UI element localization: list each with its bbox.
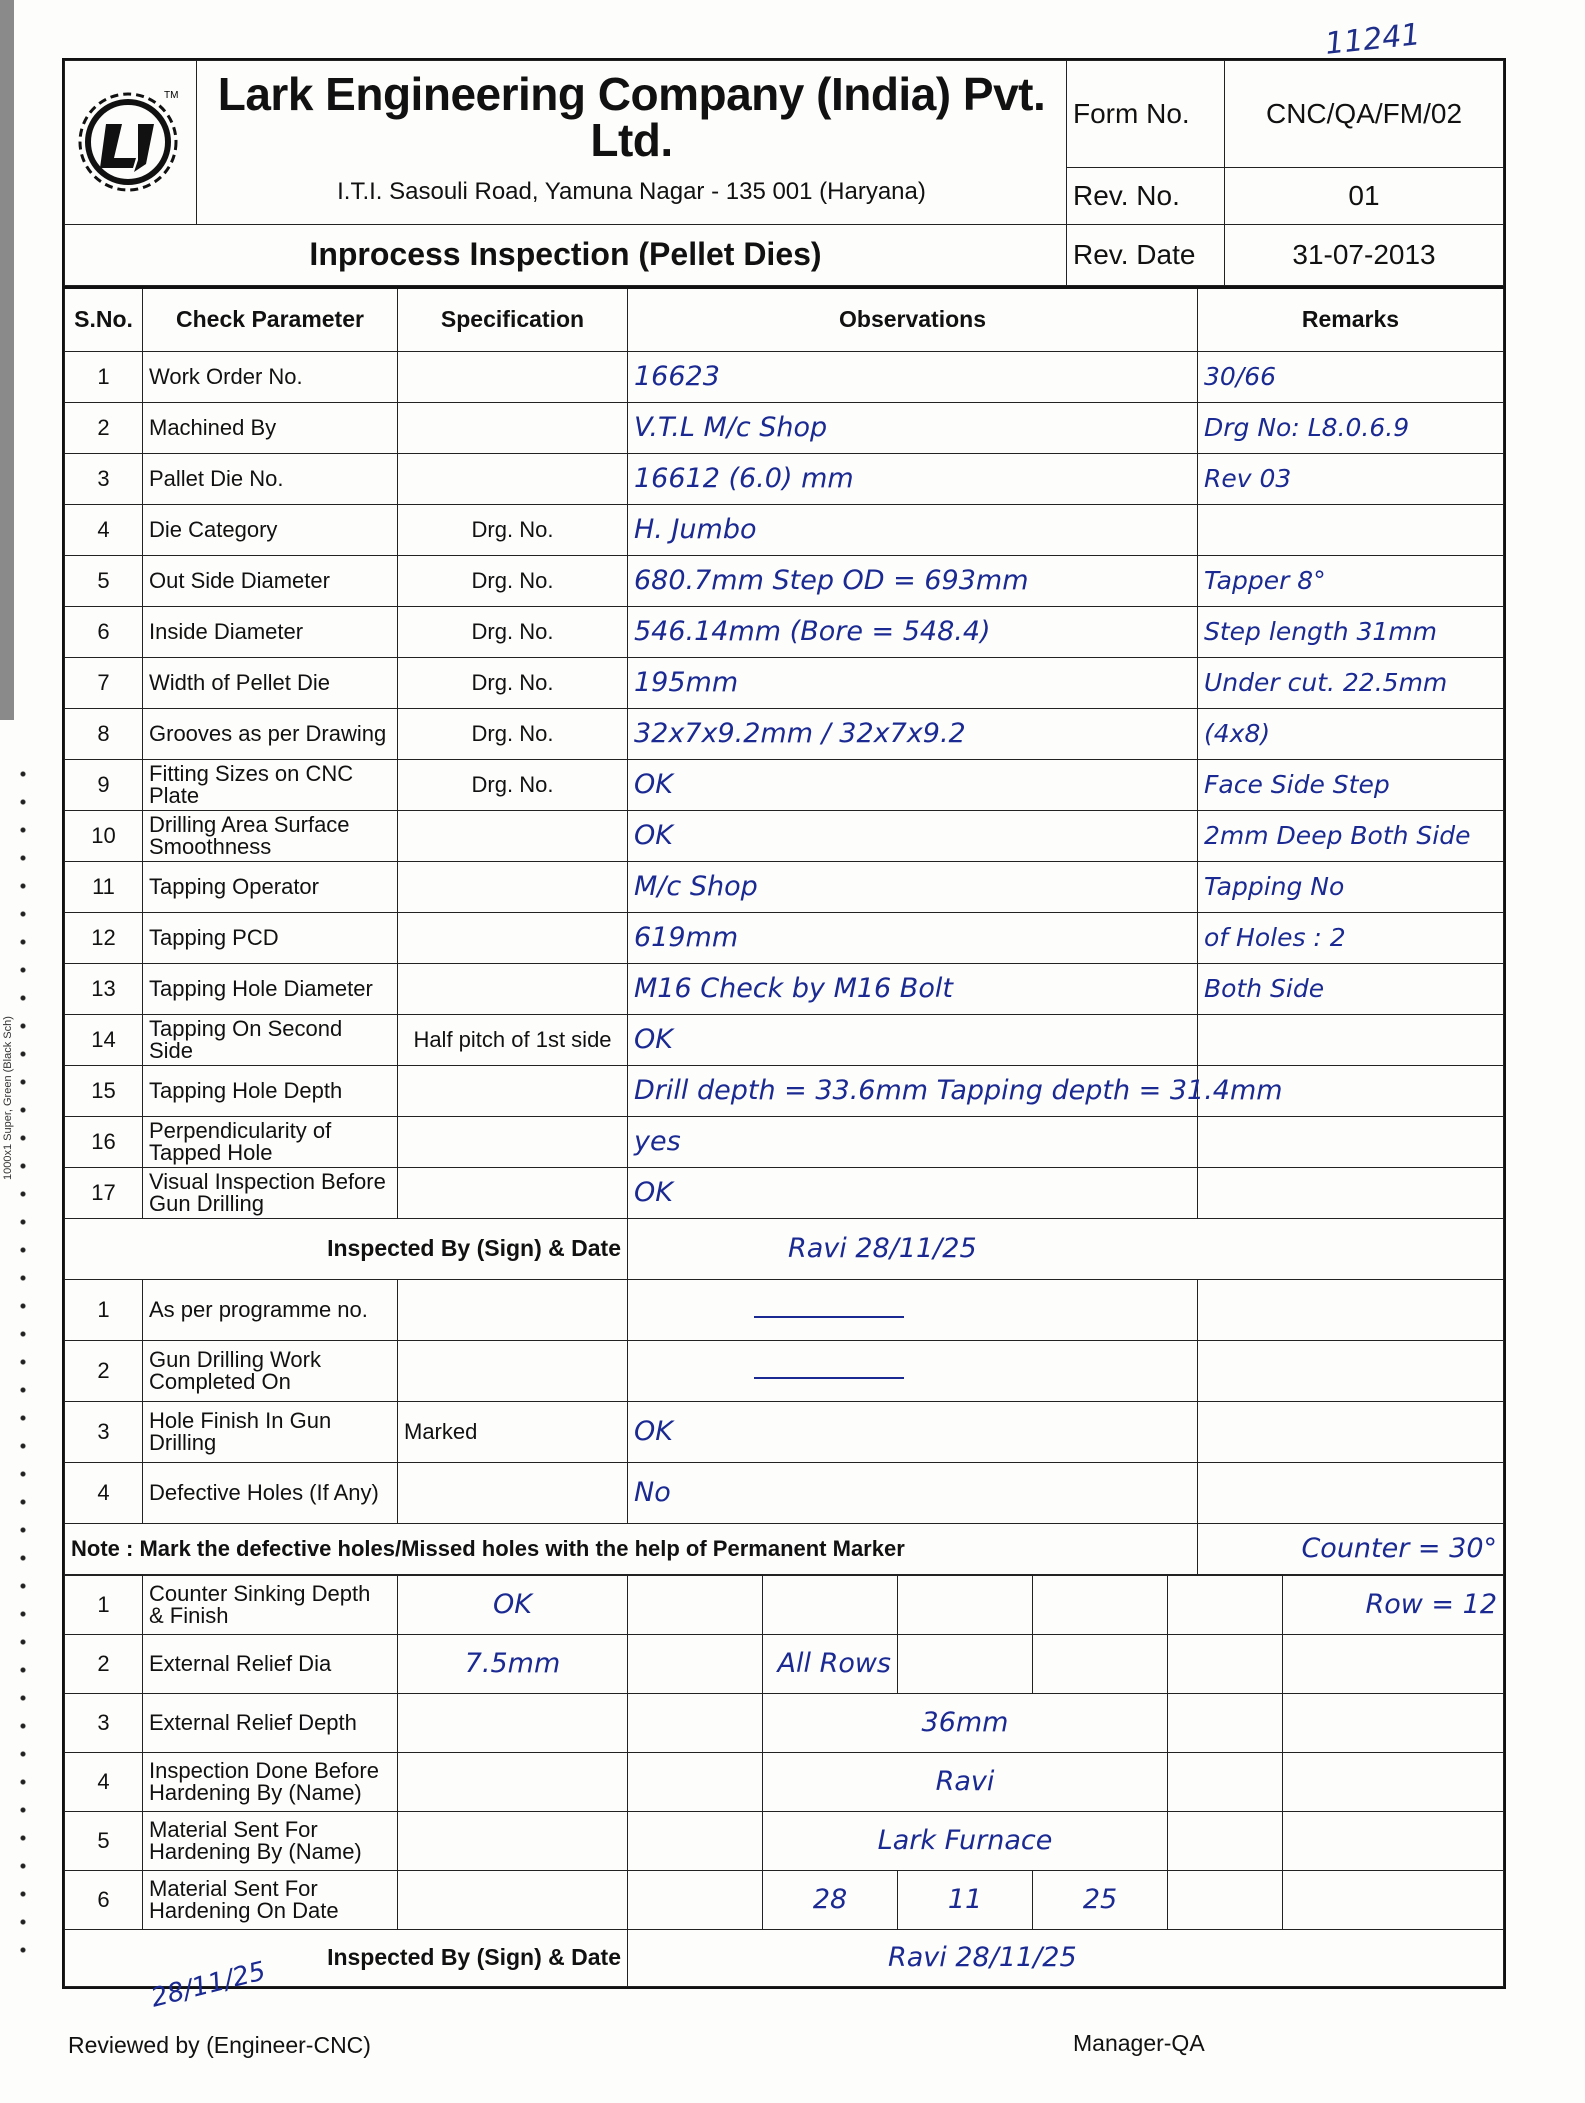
binder-holes: [18, 760, 28, 1960]
form-title: Inprocess Inspection (Pellet Dies): [65, 224, 1067, 285]
hardening-date-day: 28: [763, 1870, 898, 1929]
table-row: [65, 810, 1504, 861]
table-row: [65, 1811, 1504, 1870]
row-remarks: [1198, 1279, 1504, 1340]
table-row: [65, 504, 1504, 555]
grid-cell: [1033, 1634, 1168, 1693]
row-specification: [398, 1116, 628, 1167]
row-check-parameter: Width of Pellet Die: [143, 657, 398, 708]
row-specification: Drg. No.: [398, 759, 628, 810]
row-observation: 16623: [628, 351, 1198, 402]
row-sno: 4: [65, 1752, 143, 1811]
table-row: [65, 1279, 1504, 1340]
lark-logo-icon: [76, 84, 186, 194]
row-sno: 6: [65, 1870, 143, 1929]
row-observation: M/c Shop: [628, 861, 1198, 912]
row-specification: Drg. No.: [398, 657, 628, 708]
row-check-parameter: Inspection Done Before Hardening By (Name): [143, 1752, 398, 1811]
row-observation-text: No: [634, 1477, 671, 1508]
company-address-cell: [197, 167, 1067, 224]
grid-cell: [1283, 1811, 1504, 1870]
row-remarks: Step length 31mm: [1198, 606, 1504, 657]
row-specification: [398, 1462, 628, 1523]
rows-section-a: [65, 351, 1504, 1218]
row-sno: 15: [65, 1065, 143, 1116]
manager-qa-label: Manager-QA: [1073, 2030, 1205, 2056]
row-specification: Drg. No.: [398, 504, 628, 555]
row-sno: 1: [65, 1575, 143, 1634]
company-name-cell: [197, 61, 1067, 168]
table-row: [65, 1575, 1504, 1634]
rev-no-value: 01: [1225, 167, 1504, 224]
row-remarks: [1198, 1014, 1504, 1065]
note-label: Note :: [71, 1535, 134, 1561]
row-check-parameter: Pallet Die No.: [143, 453, 398, 504]
grid-cell: [898, 1634, 1033, 1693]
row-sno: 8: [65, 708, 143, 759]
handwritten-serial: 11241: [1323, 17, 1423, 62]
row-check-parameter: Drilling Area Surface Smoothness: [143, 810, 398, 861]
row-observation: [628, 1401, 1198, 1462]
table-row: [65, 1167, 1504, 1218]
col-header-param: Check Parameter: [143, 287, 398, 351]
row-sno: 6: [65, 606, 143, 657]
grid-cell: [628, 1693, 763, 1752]
row-check-parameter: External Relief Dia: [143, 1634, 398, 1693]
row-observation-text: OK: [634, 1416, 673, 1447]
row-specification: [398, 1870, 628, 1929]
row-remarks: Tapping No: [1198, 861, 1504, 912]
row-remarks: Drg No: L8.0.6.9: [1198, 402, 1504, 453]
row-observation: 32x7x9.2mm / 32x7x9.2: [628, 708, 1198, 759]
row-check-parameter: Tapping PCD: [143, 912, 398, 963]
row-observation: OK: [628, 759, 1198, 810]
rev-no-label: Rev. No.: [1067, 167, 1225, 224]
reviewed-by-label: Reviewed by (Engineer-CNC): [68, 2032, 371, 2058]
row-observation: Ravi: [763, 1752, 1168, 1811]
table-row: [65, 1462, 1504, 1523]
grid-cell: [1283, 1693, 1504, 1752]
row-remarks: [1198, 1340, 1504, 1401]
row-specification: Drg. No.: [398, 555, 628, 606]
row-sno: 2: [65, 1340, 143, 1401]
table-row: [65, 1116, 1504, 1167]
hardening-table: [64, 1575, 1504, 1987]
grid-cell: [898, 1575, 1033, 1634]
row-check-parameter: Grooves as per Drawing: [143, 708, 398, 759]
grid-cell: [628, 1870, 763, 1929]
rows-section-c: [65, 1575, 1504, 1929]
form-no-value: CNC/QA/FM/02: [1225, 61, 1504, 168]
row-sno: 2: [65, 402, 143, 453]
grid-cell: [1283, 1752, 1504, 1811]
row-sno: 5: [65, 1811, 143, 1870]
row-check-parameter: Out Side Diameter: [143, 555, 398, 606]
row-sno: 11: [65, 861, 143, 912]
row-check-parameter: Die Category: [143, 504, 398, 555]
table-row: [65, 1340, 1504, 1401]
grid-cell: [628, 1575, 763, 1634]
handwritten-dash: [754, 1376, 904, 1379]
row-check-parameter: Defective Holes (If Any): [143, 1462, 398, 1523]
form-header: [64, 60, 1504, 286]
row-observation: [628, 1462, 1198, 1523]
inspected-by-label-1: Inspected By (Sign) & Date: [65, 1218, 628, 1279]
row-remarks: Face Side Step: [1198, 759, 1504, 810]
inspected-by-sign-1: Ravi 28/11/25: [628, 1218, 1504, 1279]
row-specification: Drg. No.: [398, 708, 628, 759]
row-check-parameter: Gun Drilling Work Completed On: [143, 1340, 398, 1401]
table-row: [65, 351, 1504, 402]
row-remarks: 30/66: [1198, 351, 1504, 402]
col-header-remarks: Remarks: [1198, 287, 1504, 351]
row-remarks: [1198, 504, 1504, 555]
row-remarks: (4x8): [1198, 708, 1504, 759]
row-specification: Marked: [398, 1401, 628, 1462]
row-sno: 10: [65, 810, 143, 861]
hardening-date-month: 11: [898, 1870, 1033, 1929]
table-row: [65, 861, 1504, 912]
row-observation: [628, 1340, 1198, 1401]
row-specification: [398, 402, 628, 453]
row-observation: Lark Furnace: [763, 1811, 1168, 1870]
row-sno: 5: [65, 555, 143, 606]
grid-cell: [1168, 1752, 1283, 1811]
row-sno: 17: [65, 1167, 143, 1218]
row-specification: [398, 453, 628, 504]
grid-cell: [1033, 1575, 1168, 1634]
table-row: [65, 1870, 1504, 1929]
table-row: [65, 708, 1504, 759]
row-observation: V.T.L M/c Shop: [628, 402, 1198, 453]
row-check-parameter: Material Sent For Hardening On Date: [143, 1870, 398, 1929]
scan-edge: [0, 0, 14, 720]
table-row: [65, 1401, 1504, 1462]
row-remarks: Rev 03: [1198, 453, 1504, 504]
row-sno: 16: [65, 1116, 143, 1167]
row-sno: 3: [65, 1401, 143, 1462]
row-check-parameter: Machined By: [143, 402, 398, 453]
row-sno: 3: [65, 1693, 143, 1752]
side-margin-text: 1000x1 Super, Green (Black Sch): [2, 1016, 14, 1180]
company-address: I.T.I. Sasouli Road, Yamuna Nagar - 135 001 (Haryana): [337, 178, 926, 206]
row-check-parameter: Counter Sinking Depth & Finish: [143, 1575, 398, 1634]
row-specification: [398, 1752, 628, 1811]
company-name: Lark Engineering Company (India) Pvt. Ltd.: [217, 68, 1046, 166]
row-check-parameter: Tapping Operator: [143, 861, 398, 912]
row-observation: 36mm: [763, 1693, 1168, 1752]
row-specification: [398, 912, 628, 963]
inspected-by-sign-2: Ravi 28/11/25: [628, 1929, 1504, 1986]
row-specification: [398, 1693, 628, 1752]
grid-cell: [1283, 1634, 1504, 1693]
grid-cell: [628, 1811, 763, 1870]
row-specification: [398, 1811, 628, 1870]
inspection-form: [62, 58, 1506, 1989]
row-observation: H. Jumbo: [628, 504, 1198, 555]
row-check-parameter: External Relief Depth: [143, 1693, 398, 1752]
note-handwritten: Counter = 30°: [1198, 1523, 1504, 1574]
row-check-parameter: Material Sent For Hardening By (Name): [143, 1811, 398, 1870]
grid-cell: [1283, 1870, 1504, 1929]
row-check-parameter: Inside Diameter: [143, 606, 398, 657]
table-row: [65, 1065, 1504, 1116]
handwritten-dash: [754, 1315, 904, 1318]
table-row: [65, 963, 1504, 1014]
row-specification: [398, 861, 628, 912]
row-extra: All Rows: [763, 1634, 898, 1693]
row-specification: Drg. No.: [398, 606, 628, 657]
row-sno: 3: [65, 453, 143, 504]
table-row: [65, 1014, 1504, 1065]
row-specification: [398, 1340, 628, 1401]
row-specification: Half pitch of 1st side: [398, 1014, 628, 1065]
row-sno: 7: [65, 657, 143, 708]
row-observation: 195mm: [628, 657, 1198, 708]
row-remark-hw: Row = 12: [1283, 1575, 1504, 1634]
grid-cell: [628, 1752, 763, 1811]
row-specification: [398, 1279, 628, 1340]
row-check-parameter: Visual Inspection Before Gun Drilling: [143, 1167, 398, 1218]
row-remarks: [1198, 1462, 1504, 1523]
grid-cell: [1168, 1870, 1283, 1929]
row-check-parameter: Fitting Sizes on CNC Plate: [143, 759, 398, 810]
col-header-spec: Specification: [398, 287, 628, 351]
row-sno: 14: [65, 1014, 143, 1065]
row-sno: 2: [65, 1634, 143, 1693]
company-logo: [65, 61, 197, 225]
row-remarks: [1198, 1401, 1504, 1462]
row-specification: [398, 810, 628, 861]
row-observation: 546.14mm (Bore = 548.4): [628, 606, 1198, 657]
inspected-by-label-2: Inspected By (Sign) & Date: [65, 1929, 628, 1986]
grid-cell: [1168, 1634, 1283, 1693]
row-remarks: [1198, 1116, 1504, 1167]
form-no-label: Form No.: [1067, 61, 1225, 168]
table-row: [65, 555, 1504, 606]
row-sno: 1: [65, 351, 143, 402]
table-row: [65, 402, 1504, 453]
table-row: [65, 657, 1504, 708]
row-check-parameter: Tapping Hole Diameter: [143, 963, 398, 1014]
table-row: [65, 606, 1504, 657]
note-text: Mark the defective holes/Missed holes with the help of Permanent Marker: [139, 1535, 905, 1561]
row-remarks: Tapper 8°: [1198, 555, 1504, 606]
row-observation: 619mm: [628, 912, 1198, 963]
row-specification: [398, 1065, 628, 1116]
col-header-sno: S.No.: [65, 287, 143, 351]
row-sno: 9: [65, 759, 143, 810]
table-row: [65, 1752, 1504, 1811]
row-remarks: Under cut. 22.5mm: [1198, 657, 1504, 708]
hardening-date-year: 25: [1033, 1870, 1168, 1929]
row-observation: OK: [398, 1575, 628, 1634]
row-sno: 12: [65, 912, 143, 963]
table-row: [65, 453, 1504, 504]
row-sno: 4: [65, 504, 143, 555]
table-row: [65, 759, 1504, 810]
row-observation: OK: [628, 810, 1198, 861]
inspection-table: [64, 286, 1504, 1575]
row-observation: 680.7mm Step OD = 693mm: [628, 555, 1198, 606]
rev-date-value: 31-07-2013: [1225, 224, 1504, 285]
svg-text:TM: TM: [163, 90, 178, 102]
row-sno: 4: [65, 1462, 143, 1523]
row-check-parameter: Work Order No.: [143, 351, 398, 402]
reviewer-signature: 28/11/25: [148, 1956, 269, 2014]
grid-cell: [1168, 1575, 1283, 1634]
grid-cell: [1168, 1693, 1283, 1752]
row-sno: 13: [65, 963, 143, 1014]
row-check-parameter: As per programme no.: [143, 1279, 398, 1340]
row-remarks: of Holes : 2: [1198, 912, 1504, 963]
row-observation: OK: [628, 1014, 1198, 1065]
row-specification: [398, 963, 628, 1014]
table-row: [65, 1693, 1504, 1752]
grid-cell: [763, 1575, 898, 1634]
row-check-parameter: Tapping Hole Depth: [143, 1065, 398, 1116]
row-specification: [398, 351, 628, 402]
row-observation: OK: [628, 1167, 1198, 1218]
row-remarks: [1198, 1167, 1504, 1218]
row-check-parameter: Perpendicularity of Tapped Hole: [143, 1116, 398, 1167]
row-check-parameter: Tapping On Second Side: [143, 1014, 398, 1065]
row-check-parameter: Hole Finish In Gun Drilling: [143, 1401, 398, 1462]
grid-cell: [628, 1634, 763, 1693]
grid-cell: [1168, 1811, 1283, 1870]
row-observation: 7.5mm: [398, 1634, 628, 1693]
row-observation: Drill depth = 33.6mm Tapping depth = 31.4mm: [628, 1065, 1198, 1116]
note-row: [65, 1523, 1198, 1574]
row-observation: [628, 1279, 1198, 1340]
table-row: [65, 1634, 1504, 1693]
rows-section-b: [65, 1279, 1504, 1523]
row-remarks: 2mm Deep Both Side: [1198, 810, 1504, 861]
row-observation: 16612 (6.0) mm: [628, 453, 1198, 504]
table-row: [65, 912, 1504, 963]
row-observation: yes: [628, 1116, 1198, 1167]
col-header-obs: Observations: [628, 287, 1198, 351]
row-sno: 1: [65, 1279, 143, 1340]
row-remarks: Both Side: [1198, 963, 1504, 1014]
row-specification: [398, 1167, 628, 1218]
rev-date-label: Rev. Date: [1067, 224, 1225, 285]
row-observation: M16 Check by M16 Bolt: [628, 963, 1198, 1014]
